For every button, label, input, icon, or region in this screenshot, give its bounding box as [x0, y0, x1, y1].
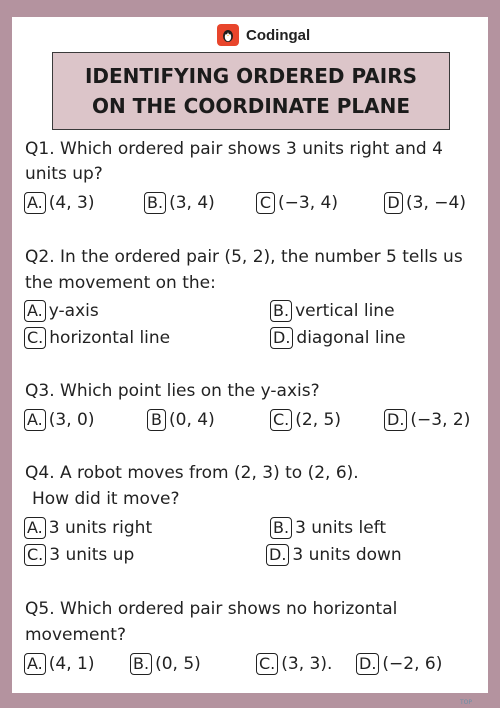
question-4-text-line-2: How did it move?: [32, 489, 180, 509]
option-text: (−3, 4): [278, 193, 338, 213]
option-letter: B: [147, 409, 166, 431]
option-letter: A.: [24, 517, 46, 539]
option-text: y-axis: [48, 301, 99, 321]
option-text: (4, 1): [48, 654, 95, 674]
option-letter: D.: [266, 544, 289, 566]
option-text: 3 units right: [48, 518, 153, 538]
brand-name: Codingal: [246, 26, 311, 44]
brand-header: [217, 22, 310, 48]
option-text: diagonal line: [296, 328, 406, 348]
option-letter: A.: [24, 409, 46, 431]
option-letter: C: [256, 192, 275, 214]
question-5-text-line-2: movement?: [25, 625, 126, 645]
question-5-option-c[interactable]: [256, 652, 332, 676]
option-text: (3, −4): [406, 193, 466, 213]
option-text: (2, 5): [295, 410, 341, 430]
option-text: (3, 0): [48, 410, 95, 430]
question-2-option-d[interactable]: [270, 326, 406, 350]
question-3-option-a[interactable]: [24, 408, 94, 432]
worksheet-title: [52, 52, 450, 130]
question-5-option-b[interactable]: [130, 652, 201, 676]
footer-mark: [460, 699, 472, 706]
option-text: vertical line: [295, 301, 395, 321]
question-5-option-a[interactable]: [24, 652, 94, 676]
option-text: (−2, 6): [382, 654, 443, 674]
option-text: (0, 5): [155, 654, 201, 674]
option-text: 3 units left: [295, 518, 387, 538]
option-text: (−3, 2): [410, 410, 471, 430]
option-letter: D.: [356, 653, 379, 675]
option-letter: D: [384, 192, 403, 214]
question-1-option-b[interactable]: [144, 191, 215, 215]
footer-top-text: TOP: [459, 699, 472, 706]
option-letter: A.: [24, 192, 46, 214]
question-3-option-c[interactable]: [270, 408, 341, 432]
question-1-option-d[interactable]: [384, 191, 466, 215]
penguin-logo-icon: [217, 24, 239, 46]
option-text: horizontal line: [49, 328, 171, 348]
option-letter: A.: [24, 653, 46, 675]
question-5-text-line-1: Q5. Which ordered pair shows no horizontal: [25, 599, 398, 619]
question-2-option-a[interactable]: [24, 299, 99, 323]
option-letter: B.: [144, 192, 166, 214]
option-letter: B.: [270, 300, 292, 322]
question-1-text-line-1: Q1. Which ordered pair shows 3 units right and 4: [25, 139, 443, 159]
question-4-text-line-1: Q4. A robot moves from (2, 3) to (2, 6).: [25, 463, 359, 483]
title-line-2: ON THE COORDINATE PLANE: [91, 94, 411, 118]
option-letter: B.: [270, 517, 292, 539]
option-text: (3, 3).: [281, 654, 333, 674]
option-letter: C.: [270, 409, 292, 431]
title-line-1: IDENTIFYING ORDERED PAIRS: [84, 64, 418, 88]
option-text: (4, 3): [48, 193, 95, 213]
option-letter: C.: [24, 544, 46, 566]
question-4-option-a[interactable]: [24, 516, 152, 540]
option-text: (0, 4): [169, 410, 215, 430]
question-2-option-b[interactable]: [270, 299, 395, 323]
question-3-text-line-1: Q3. Which point lies on the y-axis?: [25, 381, 320, 401]
question-4-option-b[interactable]: [270, 516, 386, 540]
option-text: 3 units down: [292, 545, 402, 565]
question-4-option-c[interactable]: [24, 543, 134, 567]
option-text: (3, 4): [169, 193, 215, 213]
question-1-option-a[interactable]: [24, 191, 94, 215]
question-3-option-d[interactable]: [384, 408, 470, 432]
question-1-option-c[interactable]: [256, 191, 338, 215]
question-2-text-line-2: the movement on the:: [25, 273, 216, 293]
question-2-option-c[interactable]: [24, 326, 170, 350]
option-letter: D.: [270, 327, 293, 349]
option-text: 3 units up: [49, 545, 135, 565]
question-1-text-line-2: units up?: [25, 164, 103, 184]
question-5-option-d[interactable]: [356, 652, 442, 676]
question-3-option-b[interactable]: [147, 408, 215, 432]
option-letter: A.: [24, 300, 46, 322]
option-letter: D.: [384, 409, 407, 431]
option-letter: B.: [130, 653, 152, 675]
question-2-text-line-1: Q2. In the ordered pair (5, 2), the number 5 tells us: [25, 247, 463, 267]
question-4-option-d[interactable]: [266, 543, 402, 567]
option-letter: C.: [256, 653, 278, 675]
option-letter: C.: [24, 327, 46, 349]
